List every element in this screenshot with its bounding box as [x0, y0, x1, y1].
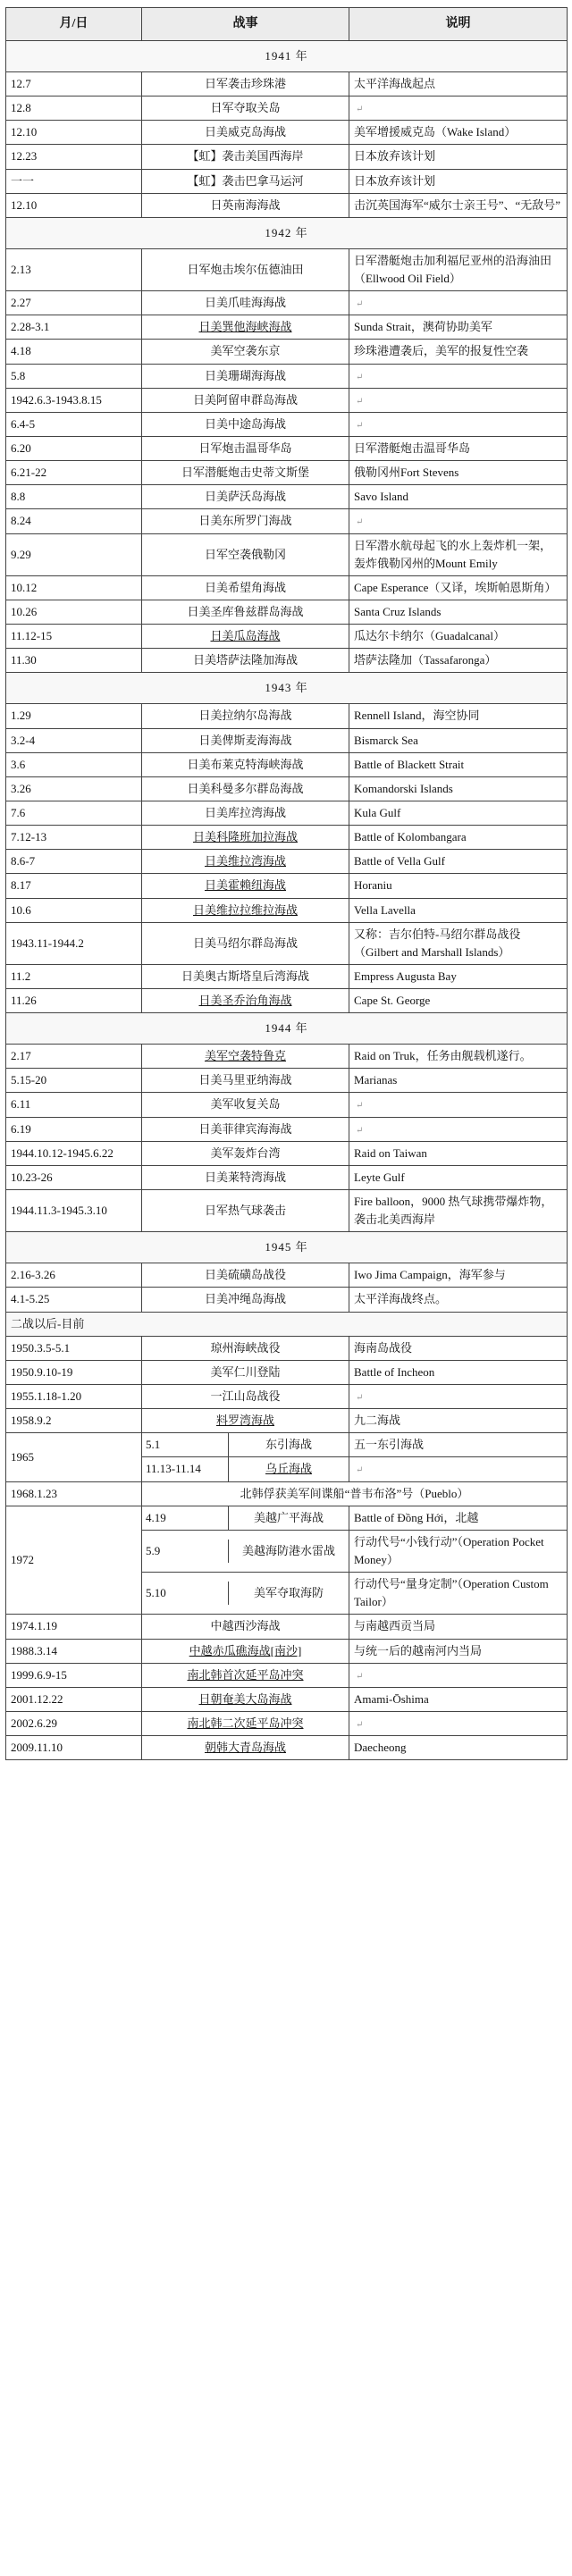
row-date: 11.26 — [6, 989, 142, 1013]
group-year: 1965 — [6, 1433, 142, 1481]
table-row — [6, 169, 568, 193]
row-event: 日军袭击珍珠港 — [142, 72, 349, 96]
row-event: 日美塔萨法隆加海战 — [142, 649, 349, 673]
row-event: 日美维拉拉维拉海战 — [142, 898, 349, 922]
row-event: 日朝奄美大岛海战 — [142, 1687, 349, 1711]
table-row — [6, 364, 568, 388]
table-row — [6, 575, 568, 600]
row-event: 日军炮击埃尔伍德油田 — [142, 248, 349, 290]
row-event: 日美布莱克特海峡海战 — [142, 752, 349, 776]
paragraph-mark-icon: ↵ — [356, 1465, 364, 1476]
row-event — [142, 1573, 349, 1615]
row-date: 11.2 — [6, 964, 142, 988]
table-row — [6, 989, 568, 1013]
row-event: 日美圣乔治角海战 — [142, 989, 349, 1013]
row-event: 日英南海海战 — [142, 193, 349, 217]
row-note: Horaniu — [349, 874, 568, 898]
table-row — [6, 1288, 568, 1312]
row-event: 日美科曼多尔群岛海战 — [142, 776, 349, 801]
row-note: Savo Island — [349, 485, 568, 509]
row-event: 日美莱特湾海战 — [142, 1165, 349, 1189]
table-row — [6, 340, 568, 364]
row-note: Komandorski Islands — [349, 776, 568, 801]
row-event — [142, 1457, 349, 1481]
row-date: 2001.12.22 — [6, 1687, 142, 1711]
row-event-text: 美越广平海战 — [253, 1510, 324, 1524]
row-date: 10.26 — [6, 600, 142, 624]
table-row — [6, 1165, 568, 1189]
row-date: 2009.11.10 — [6, 1736, 142, 1760]
table-row — [6, 1433, 568, 1457]
table-row — [6, 412, 568, 436]
row-date: 1988.3.14 — [6, 1639, 142, 1663]
table-row — [6, 898, 568, 922]
row-event: 日美中途岛海战 — [142, 412, 349, 436]
row-event-text: 美军夺取海防 — [253, 1586, 324, 1600]
row-note: 日军潜艇炮击加利福尼亚州的沿海油田（Ellwood Oil Field） — [349, 248, 568, 290]
table-row — [6, 752, 568, 776]
row-event — [142, 1530, 349, 1572]
row-note: 塔萨法隆加（Tassafaronga） — [349, 649, 568, 673]
row-event: 日美俾斯麦海海战 — [142, 728, 349, 752]
row-event: 日美奥古斯塔皇后湾海战 — [142, 964, 349, 988]
table-row — [6, 625, 568, 649]
table-body — [6, 41, 568, 1760]
year-heading: 1945 年 — [6, 1232, 568, 1263]
row-date: 8.8 — [6, 485, 142, 509]
row-date: 12.8 — [6, 96, 142, 121]
row-note: 与南越西贡当局 — [349, 1615, 568, 1639]
table-row — [6, 964, 568, 988]
table-row — [6, 291, 568, 315]
row-event: 美军收复关岛 — [142, 1093, 349, 1117]
row-date: 1950.9.10-19 — [6, 1360, 142, 1384]
row-note: Daecheong — [349, 1736, 568, 1760]
row-date: 3.2-4 — [6, 728, 142, 752]
year-heading: 1942 年 — [6, 217, 568, 248]
row-date: 12.23 — [6, 145, 142, 169]
row-date: 5.1 — [142, 1433, 229, 1456]
table-row — [6, 193, 568, 217]
row-date: 11.12-15 — [6, 625, 142, 649]
paragraph-mark-icon: ↵ — [356, 105, 364, 115]
row-date: 1943.11-1944.2 — [6, 922, 142, 964]
paragraph-mark-icon: ↵ — [356, 1393, 364, 1404]
row-date: 8.6-7 — [6, 850, 142, 874]
row-event: 日美东所罗门海战 — [142, 509, 349, 533]
row-note: 太平洋海战终点。 — [349, 1288, 568, 1312]
table-row — [6, 1712, 568, 1736]
table-row — [6, 1190, 568, 1232]
row-date: 6.11 — [6, 1093, 142, 1117]
table-row — [6, 922, 568, 964]
row-note: Cape St. George — [349, 989, 568, 1013]
table-row — [6, 72, 568, 96]
table-row — [6, 1639, 568, 1663]
row-event: 日美马绍尔群岛海战 — [142, 922, 349, 964]
row-note: Battle of Kolombangara — [349, 826, 568, 850]
row-event: 日美威克岛海战 — [142, 121, 349, 145]
table-row — [6, 248, 568, 290]
table-row — [6, 388, 568, 412]
table-row — [6, 1117, 568, 1141]
table-row — [6, 1506, 568, 1530]
row-note: Santa Cruz Islands — [349, 600, 568, 624]
row-note: 珍珠港遭袭后，美军的报复性空袭 — [349, 340, 568, 364]
row-note: 行动代号“小钱行动”（Operation Pocket Money） — [349, 1530, 568, 1572]
row-note: Vella Lavella — [349, 898, 568, 922]
row-event: 美军空袭东京 — [142, 340, 349, 364]
row-date: 2.17 — [6, 1045, 142, 1069]
row-event: 日军潜艇炮击史蒂文斯堡 — [142, 461, 349, 485]
row-date: 一一 — [6, 169, 142, 193]
group-year: 1972 — [6, 1506, 142, 1615]
row-note: 日本放弃该计划 — [349, 169, 568, 193]
table-row — [6, 1045, 568, 1069]
year-heading: 1944 年 — [6, 1013, 568, 1045]
row-date: 5.9 — [142, 1540, 229, 1563]
paragraph-mark-icon: ↵ — [356, 372, 364, 382]
header-date: 月/日 — [6, 8, 142, 41]
row-note: Marianas — [349, 1069, 568, 1093]
row-event: 南北韩二次延平岛冲突 — [142, 1712, 349, 1736]
row-note — [349, 1117, 568, 1141]
row-event: 日美巽他海峡海战 — [142, 315, 349, 340]
row-event: 日美萨沃岛海战 — [142, 485, 349, 509]
row-note: Fire balloon，9000 热气球携带爆炸物，袭击北美西海岸 — [349, 1190, 568, 1232]
year-row — [6, 1232, 568, 1263]
row-event: 日军热气球袭击 — [142, 1190, 349, 1232]
year-heading: 1943 年 — [6, 673, 568, 704]
row-note: 日本放弃该计划 — [349, 145, 568, 169]
row-date: 2.27 — [6, 291, 142, 315]
row-note — [349, 1663, 568, 1687]
row-note: Leyte Gulf — [349, 1165, 568, 1189]
row-event: 美军仁川登陆 — [142, 1360, 349, 1384]
row-date: 2.16-3.26 — [6, 1263, 142, 1288]
table-row — [6, 850, 568, 874]
row-event: 日美拉纳尔岛海战 — [142, 704, 349, 728]
row-event: 北韩俘获美军间谍船“普韦布洛”号（Pueblo） — [142, 1481, 568, 1506]
row-event: 日美珊瑚海海战 — [142, 364, 349, 388]
row-event: 料罗湾海战 — [142, 1409, 349, 1433]
row-date: 8.24 — [6, 509, 142, 533]
row-note: Kula Gulf — [349, 801, 568, 825]
row-date: 2.13 — [6, 248, 142, 290]
table-row — [6, 1615, 568, 1639]
row-date: 6.20 — [6, 436, 142, 460]
row-note — [349, 291, 568, 315]
table-row — [6, 874, 568, 898]
row-date: 9.29 — [6, 533, 142, 575]
table-row — [6, 1141, 568, 1165]
row-event — [142, 1506, 349, 1530]
row-note: 九二海战 — [349, 1409, 568, 1433]
table-row — [6, 1069, 568, 1093]
table-row — [6, 315, 568, 340]
row-date: 5.10 — [142, 1582, 229, 1605]
row-event: 日美硫磺岛战役 — [142, 1263, 349, 1288]
year-row — [6, 217, 568, 248]
table-row — [6, 776, 568, 801]
row-date: 4.19 — [142, 1506, 229, 1530]
row-event: 美军空袭特鲁克 — [142, 1045, 349, 1069]
table-row — [6, 826, 568, 850]
row-note: 行动代号“量身定制”（Operation Custom Tailor） — [349, 1573, 568, 1615]
row-note: 日军潜艇炮击温哥华岛 — [349, 436, 568, 460]
year-heading: 1941 年 — [6, 41, 568, 72]
table-row — [6, 509, 568, 533]
era-row — [6, 1312, 568, 1336]
table-row — [6, 485, 568, 509]
row-note: Battle of Incheon — [349, 1360, 568, 1384]
table-row — [6, 1409, 568, 1433]
row-date: 5.15-20 — [6, 1069, 142, 1093]
row-note — [349, 364, 568, 388]
paragraph-mark-icon: ↵ — [356, 299, 364, 310]
row-date: 10.6 — [6, 898, 142, 922]
row-note: 太平洋海战起点 — [349, 72, 568, 96]
row-note: Empress Augusta Bay — [349, 964, 568, 988]
row-date: 1958.9.2 — [6, 1409, 142, 1433]
row-date: 1999.6.9-15 — [6, 1663, 142, 1687]
row-date: 12.10 — [6, 193, 142, 217]
row-event-text: 东引海战 — [265, 1438, 312, 1452]
row-event: 日美维拉湾海战 — [142, 850, 349, 874]
paragraph-mark-icon: ↵ — [356, 1720, 364, 1730]
row-note: 又称：吉尔伯特-马绍尔群岛战役（Gilbert and Marshall Islands） — [349, 922, 568, 964]
row-date: 6.4-5 — [6, 412, 142, 436]
row-note — [349, 1385, 568, 1409]
row-note — [349, 388, 568, 412]
row-event-text: 乌丘海战 — [265, 1462, 312, 1476]
table-row — [6, 1360, 568, 1384]
row-note: 瓜达尔卡纳尔（Guadalcanal） — [349, 625, 568, 649]
row-date: 8.17 — [6, 874, 142, 898]
row-event: 日美瓜岛海战 — [142, 625, 349, 649]
table-row — [6, 704, 568, 728]
row-event: 日军炮击温哥华岛 — [142, 436, 349, 460]
table-row — [6, 461, 568, 485]
year-row — [6, 1013, 568, 1045]
row-date: 12.10 — [6, 121, 142, 145]
header-event: 战事 — [142, 8, 349, 41]
table-row — [6, 436, 568, 460]
paragraph-mark-icon: ↵ — [356, 517, 364, 528]
table-row — [6, 121, 568, 145]
row-note: Amami-Ōshima — [349, 1687, 568, 1711]
row-note: Raid on Taiwan — [349, 1141, 568, 1165]
row-date: 1944.10.12-1945.6.22 — [6, 1141, 142, 1165]
row-date: 7.6 — [6, 801, 142, 825]
table-row — [6, 801, 568, 825]
table-row — [6, 533, 568, 575]
era-heading: 二战以后-目前 — [6, 1312, 568, 1336]
year-row — [6, 41, 568, 72]
row-event: 【虹】袭击巴拿马运河 — [142, 169, 349, 193]
row-event: 日美库拉湾海战 — [142, 801, 349, 825]
row-event: 日美阿留申群岛海战 — [142, 388, 349, 412]
row-date: 6.19 — [6, 1117, 142, 1141]
row-note: Iwo Jima Campaign，海军参与 — [349, 1263, 568, 1288]
table-row — [6, 1093, 568, 1117]
row-date: 4.1-5.25 — [6, 1288, 142, 1312]
row-note — [349, 1093, 568, 1117]
row-event: 中越西沙海战 — [142, 1615, 349, 1639]
row-event: 一江山岛战役 — [142, 1385, 349, 1409]
row-note: 与统一后的越南河内当局 — [349, 1639, 568, 1663]
row-date: 2002.6.29 — [6, 1712, 142, 1736]
paragraph-mark-icon: ↵ — [356, 1671, 364, 1682]
table-row — [6, 600, 568, 624]
row-event: 日军夺取关岛 — [142, 96, 349, 121]
table-row — [6, 1263, 568, 1288]
row-note: Raid on Truk，任务由舰载机遂行。 — [349, 1045, 568, 1069]
table-row — [6, 1736, 568, 1760]
paragraph-mark-icon: ↵ — [356, 1125, 364, 1136]
row-note — [349, 1457, 568, 1481]
row-event: 日美爪哇海海战 — [142, 291, 349, 315]
row-note: 海南岛战役 — [349, 1336, 568, 1360]
row-event: 日美希望角海战 — [142, 575, 349, 600]
table-row — [6, 1687, 568, 1711]
row-note: 美军增援威克岛（Wake Island） — [349, 121, 568, 145]
row-note: Battle of Blackett Strait — [349, 752, 568, 776]
row-note: 五一东引海战 — [349, 1433, 568, 1457]
paragraph-mark-icon: ↵ — [356, 420, 364, 431]
year-row — [6, 673, 568, 704]
chronology-table-container — [5, 7, 567, 1760]
row-note — [349, 412, 568, 436]
row-note: 日军潜水航母起飞的水上轰炸机一架，轰炸俄勒冈州的Mount Emily — [349, 533, 568, 575]
row-event: 日美马里亚纳海战 — [142, 1069, 349, 1093]
row-event: 美军轰炸台湾 — [142, 1141, 349, 1165]
row-date: 1950.3.5-5.1 — [6, 1336, 142, 1360]
row-date: 3.26 — [6, 776, 142, 801]
row-event: 日美圣库鲁兹群岛海战 — [142, 600, 349, 624]
paragraph-mark-icon: ↵ — [356, 1101, 364, 1112]
row-note: Cape Esperance（又译，埃斯帕恩斯角） — [349, 575, 568, 600]
row-note — [349, 96, 568, 121]
row-date: 10.12 — [6, 575, 142, 600]
table-row — [6, 1663, 568, 1687]
row-event: 琼州海峡战役 — [142, 1336, 349, 1360]
row-date: 3.6 — [6, 752, 142, 776]
row-date: 11.30 — [6, 649, 142, 673]
row-event — [142, 1433, 349, 1457]
row-note — [349, 509, 568, 533]
table-row — [6, 1481, 568, 1506]
row-date: 1955.1.18-1.20 — [6, 1385, 142, 1409]
row-event: 日美菲律宾海海战 — [142, 1117, 349, 1141]
row-date: 10.23-26 — [6, 1165, 142, 1189]
header-note: 说明 — [349, 8, 568, 41]
row-date: 12.7 — [6, 72, 142, 96]
row-date: 6.21-22 — [6, 461, 142, 485]
row-note: Battle of Vella Gulf — [349, 850, 568, 874]
naval-battles-table — [5, 7, 568, 1760]
table-row — [6, 145, 568, 169]
row-event-text: 美越海防港水雷战 — [241, 1543, 335, 1557]
row-date: 4.18 — [6, 340, 142, 364]
row-note: 击沉英国海军“威尔士亲王号”、“无敌号” — [349, 193, 568, 217]
table-row — [6, 649, 568, 673]
row-date: 1942.6.3-1943.8.15 — [6, 388, 142, 412]
row-note: Rennell Island，海空协同 — [349, 704, 568, 728]
row-note: 俄勒冈州Fort Stevens — [349, 461, 568, 485]
row-date: 7.12-13 — [6, 826, 142, 850]
table-row — [6, 728, 568, 752]
row-event: 南北韩首次延平岛冲突 — [142, 1663, 349, 1687]
row-note: Sunda Strait，澳荷协助美军 — [349, 315, 568, 340]
row-event: 日美霍赖纽海战 — [142, 874, 349, 898]
row-event: 朝韩大青岛海战 — [142, 1736, 349, 1760]
table-row — [6, 1385, 568, 1409]
row-event: 中越赤瓜礁海战[南沙] — [142, 1639, 349, 1663]
header-row — [6, 8, 568, 41]
row-event: 日美科隆班加拉海战 — [142, 826, 349, 850]
row-date: 1968.1.23 — [6, 1481, 142, 1506]
row-date: 1944.11.3-1945.3.10 — [6, 1190, 142, 1232]
row-event: 日美冲绳岛海战 — [142, 1288, 349, 1312]
row-date: 2.28-3.1 — [6, 315, 142, 340]
row-note: Battle of Đồng Hới，北越 — [349, 1506, 568, 1530]
table-row — [6, 1336, 568, 1360]
row-date: 11.13-11.14 — [142, 1457, 229, 1481]
row-note — [349, 1712, 568, 1736]
row-date: 5.8 — [6, 364, 142, 388]
paragraph-mark-icon: ↵ — [356, 396, 364, 407]
row-event: 【虹】袭击美国西海岸 — [142, 145, 349, 169]
row-date: 1.29 — [6, 704, 142, 728]
row-date: 1974.1.19 — [6, 1615, 142, 1639]
table-row — [6, 96, 568, 121]
row-note: Bismarck Sea — [349, 728, 568, 752]
row-event: 日军空袭俄勒冈 — [142, 533, 349, 575]
